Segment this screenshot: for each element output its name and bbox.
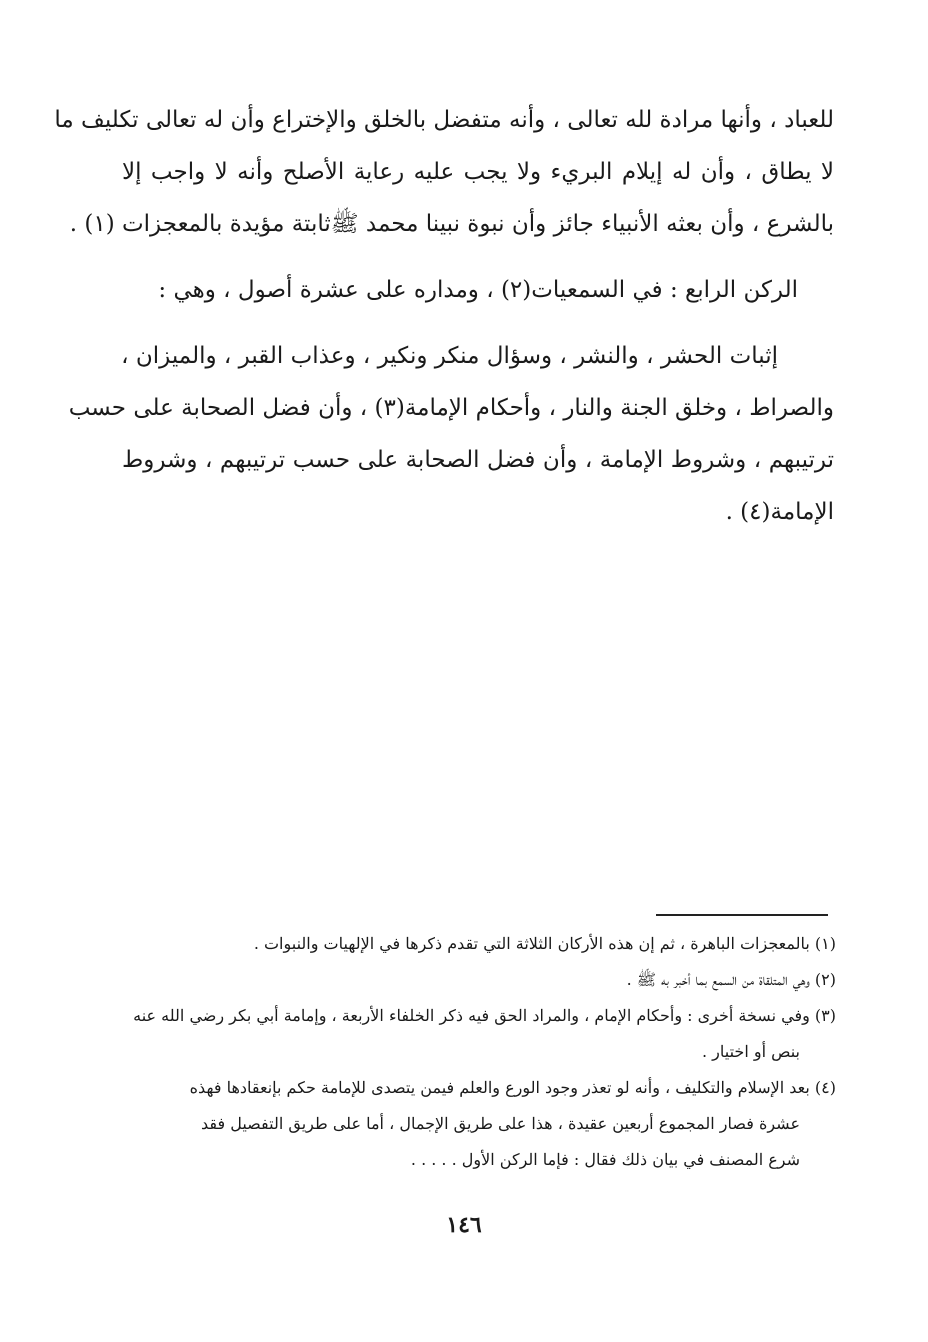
- paragraph-3: [68, 330, 834, 538]
- text-line: الإمامة(٤) .: [725, 499, 834, 525]
- footnote-line: (٣) وفي نسخة أخرى : وأحكام الإمام ، والمراد الحق فيه ذكر الخلفاء الأربعة ، وإمامة أبي بكر رضي الله عنه: [133, 1006, 836, 1025]
- footnote-1: [124, 926, 836, 962]
- footnote-line: بنص أو اختيار .: [702, 1042, 800, 1061]
- footnote-line: (٢) وهي المتلقاة من السمع بما أخبر به ﷺ .: [626, 970, 836, 989]
- footnote-divider: [656, 914, 828, 916]
- text-line: الركن الرابع : في السمعيات(٢) ، ومداره على عشرة أصول ، وهي :: [158, 277, 798, 303]
- footnote-3: [124, 998, 836, 1070]
- text-line: للعباد ، وأنها مرادة لله تعالى ، وأنه متفضل بالخلق والإختراع وأن له تعالى تكليف ما: [54, 107, 834, 133]
- text-line: والصراط ، وخلق الجنة والنار ، وأحكام الإمامة(٣) ، وأن فضل الصحابة على حسب: [68, 395, 834, 421]
- text-line: لا يطاق ، وأن له إيلام البريء ولا يجب عليه رعاية الأصلح وأنه لا واجب إلا: [122, 159, 834, 185]
- page-number: ١٤٦: [446, 1212, 482, 1238]
- footnotes: [124, 926, 836, 1178]
- footnote-line: (٤) بعد الإسلام والتكليف ، وأنه لو تعذر وجود الورع والعلم فيمن يتصدى للإمامة حكم بإنعقادها فهذه: [189, 1078, 836, 1097]
- text-line: بالشرع ، وأن بعثه الأنبياء جائز وأن نبوة نبينا محمد ﷺثابتة مؤيدة بالمعجزات (١) .: [69, 211, 834, 237]
- footnote-line: عشرة فصار المجموع أربعين عقيدة ، هذا على طريق الإجمال ، أما على طريق التفصيل فقد: [201, 1114, 800, 1133]
- footnote-2: [124, 962, 836, 998]
- text-line: ترتيبهم ، وشروط الإمامة ، وأن فضل الصحابة على حسب ترتيبهم ، وشروط: [122, 447, 834, 473]
- footnote-line: (١) بالمعجزات الباهرة ، ثم إن هذه الأركان الثلاثة التي تقدم ذكرها في الإلهيات والنبوات .: [253, 934, 836, 953]
- footnote-4: [124, 1070, 836, 1178]
- footnote-line: شرع المصنف في بيان ذلك فقال : فإما الركن الأول . . . . .: [410, 1150, 800, 1169]
- text-line: إثبات الحشر ، والنشر ، وسؤال منكر ونكير ، وعذاب القبر ، والميزان ،: [121, 343, 778, 369]
- paragraph-2: [122, 264, 834, 316]
- main-text: [54, 94, 834, 538]
- paragraph-1: [54, 94, 834, 250]
